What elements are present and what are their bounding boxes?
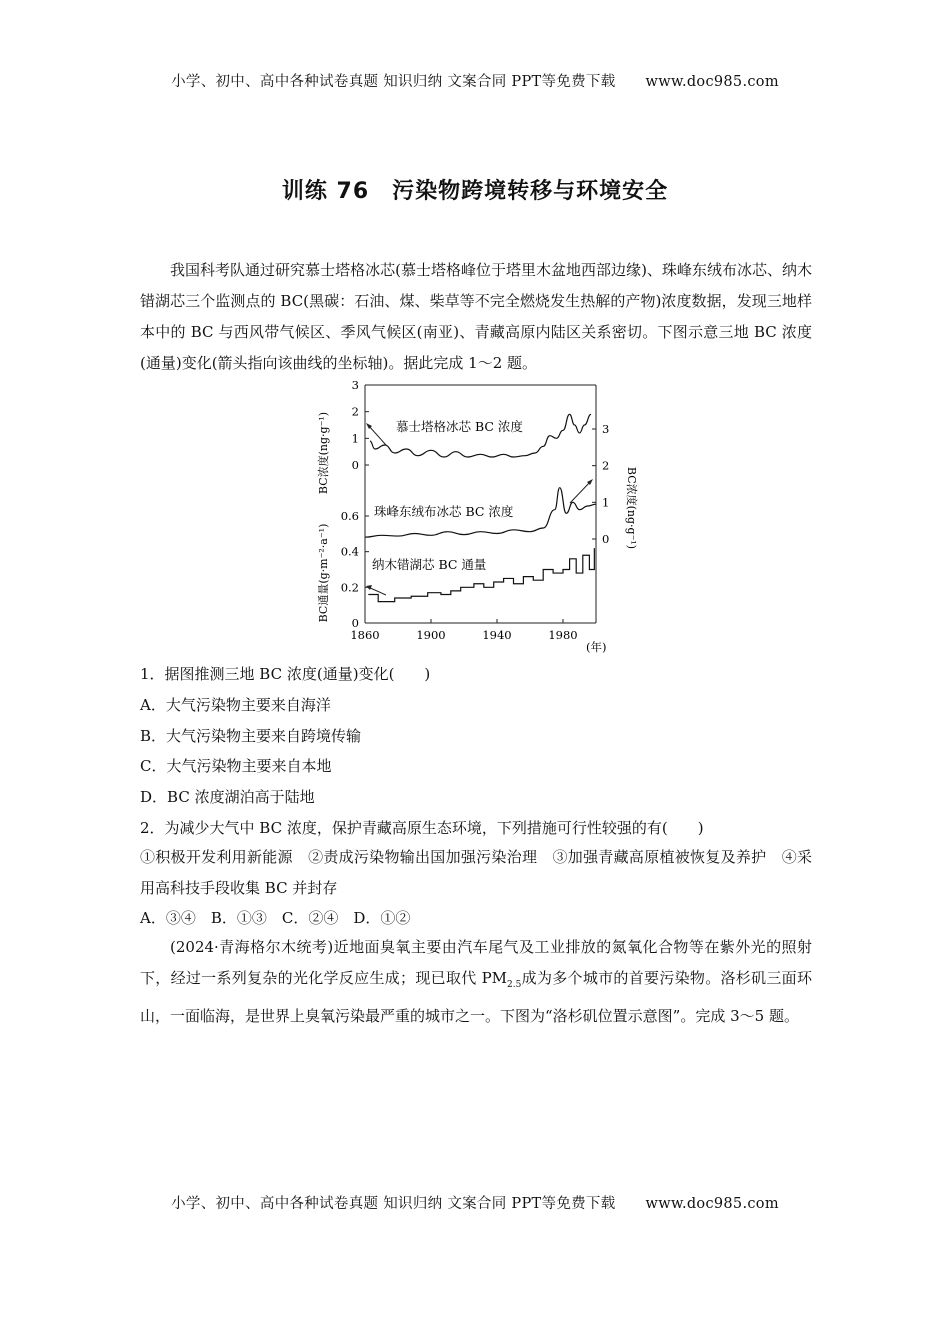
intro2-subscript: 2.5 [507, 980, 522, 990]
left-top-axis-tick-label: 3 [351, 378, 359, 392]
left-bottom-axis-tick-label: 0.4 [340, 544, 359, 559]
x-axis-tick-label: 1900 [416, 628, 446, 642]
page-footer [0, 1192, 950, 1213]
header-url[interactable]: www.doc985.com [645, 74, 779, 90]
x-axis-tick-label: 1940 [482, 628, 512, 642]
q2-stem: 2．为减少大气中 BC 浓度，保护青藏高原生态环境，下列措施可行性较强的有( ) [140, 819, 704, 837]
q2-items: ①积极开发利用新能源 ②责成污染物输出国加强污染治理 ③加强青藏高原植被恢复及养护 ④采用高科技手段收集 BC 并封存 [140, 848, 812, 897]
annotation-muztag: 慕士塔格冰芯 BC 浓度 [396, 419, 523, 434]
right-axis-tick-label: 3 [602, 422, 610, 436]
intro2-after: 成为多个城市的首要污染物。洛杉矶三面环山，一面临海，是世界上臭氧污染最严重的城市之一。下图为“洛杉矶位置示意图”。完成 3～5 题。 [140, 969, 812, 1025]
intro-paragraph-2 [140, 932, 812, 1032]
x-axis-tick-label: 1980 [548, 628, 578, 642]
left-bottom-axis-tick-label: 0 [351, 616, 359, 630]
right-axis-tick-label: 1 [602, 495, 610, 510]
footer-url[interactable]: www.doc985.com [645, 1196, 779, 1212]
bc-chart [306, 373, 646, 658]
x-axis-tick-label: 1860 [350, 628, 380, 642]
left-top-axis-tick-label: 0 [351, 458, 359, 472]
q1-stem: 1．据图推测三地 BC 浓度(通量)变化( ) [140, 665, 431, 683]
axis-label-left-top: BC浓度(ng·g⁻¹) [317, 411, 330, 495]
intro2-before: (2024·青海格尔木统考)近地面臭氧主要由汽车尾气及工业排放的氮氧化合物等在紫外光的照射下，经过一系列复杂的光化学反应生成；现已取代 PM [140, 938, 812, 987]
left-top-axis-tick-label: 2 [351, 404, 359, 419]
q1-option-d[interactable]: D．BC 浓度湖泊高于陆地 [140, 788, 315, 806]
intro-paragraph-1: 我国科考队通过研究慕士塔格冰芯(慕士塔格峰位于塔里木盆地西部边缘)、珠峰东绒布冰芯、纳木错湖芯三个监测点的 BC(黑碳：石油、煤、柴草等不完全燃烧发生热解的产物)浓度数据，发现三地样本中的 BC 与西风带气候区、季风气候区(南亚)、青藏高原内陆区关系密切。下图示意三地 BC 浓度(通量)变化(箭头指向该曲线的坐标轴)。据此完成 1～2 题。 [140, 261, 812, 372]
right-axis-tick-label: 0 [602, 532, 610, 546]
left-bottom-axis-tick-label: 0.2 [340, 580, 359, 595]
page-header [0, 70, 950, 91]
axis-label-x: (年) [586, 640, 607, 654]
arrow-everest [570, 481, 591, 503]
q1-option-a[interactable]: A．大气污染物主要来自海洋 [140, 696, 331, 714]
page-title: 训练 76 污染物跨境转移与环境安全 [281, 179, 669, 204]
footer-text: 小学、初中、高中各种试卷真题 知识归纳 文案合同 PPT等免费下载 [171, 1196, 616, 1212]
q1-option-c[interactable]: C．大气污染物主要来自本地 [140, 757, 332, 775]
header-text: 小学、初中、高中各种试卷真题 知识归纳 文案合同 PPT等免费下载 [171, 74, 616, 90]
left-top-axis-tick-label: 1 [351, 431, 359, 446]
axis-label-left-bottom: BC通量(g·m⁻²·a⁻¹) [317, 523, 330, 623]
annotation-namco: 纳木错湖芯 BC 通量 [372, 557, 487, 572]
q1-option-b[interactable]: B．大气污染物主要来自跨境传输 [140, 727, 362, 745]
right-axis-tick-label: 2 [602, 458, 610, 473]
axis-label-right: BC浓度(ng·g⁻¹) [625, 466, 638, 550]
left-bottom-axis-tick-label: 0.6 [340, 509, 359, 523]
annotation-everest: 珠峰东绒布冰芯 BC 浓度 [374, 504, 514, 519]
q2-options[interactable]: A．③④ B．①③ C．②④ D．①② [140, 909, 411, 927]
